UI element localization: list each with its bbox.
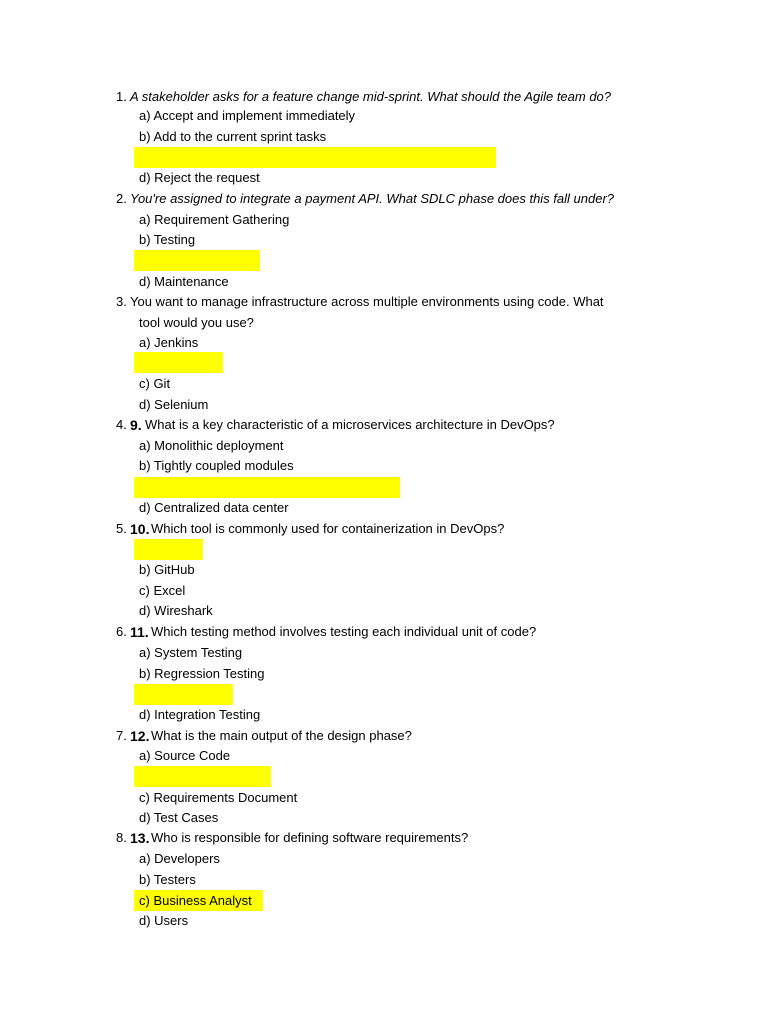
question-6-original-number: 11. [130,624,149,640]
question-2-option-d: d) Maintenance [139,274,229,289]
question-4-option-d: d) Centralized data center [139,500,289,515]
question-4-original-number: 9. [130,417,142,433]
question-8-option-a: a) Developers [139,851,220,866]
question-8-option-c-highlighted: c) Business Analyst [134,890,263,911]
question-1-answer-highlight [134,147,496,168]
question-8-option-d: d) Users [139,913,189,928]
question-4-number: 4. [116,417,127,432]
question-1-number: 1. [116,89,127,104]
question-6-option-a: a) System Testing [139,645,243,660]
question-4-text: What is a key characteristic of a microservices architecture in DevOps? [145,417,555,432]
question-7-number: 7. [116,728,127,743]
question-1-option-b: b) Add to the current sprint tasks [139,129,327,144]
question-6-text: Which testing method involves testing each individual unit of code? [151,624,537,639]
question-2-text: You're assigned to integrate a payment API. What SDLC phase does this fall under? [130,191,615,206]
question-6-answer-highlight [134,684,233,705]
question-5-option-c: c) Excel [139,583,186,598]
question-7-option-a: a) Source Code [139,748,231,763]
question-8-option-b: b) Testers [139,872,196,887]
question-7-option-c: c) Requirements Document [139,790,298,805]
question-4-option-b: b) Tightly coupled modules [139,458,294,473]
question-3-text-continued: tool would you use? [139,315,254,330]
question-3-text: You want to manage infrastructure across multiple environments using code. What [130,294,604,309]
question-7-answer-highlight [134,766,271,787]
question-3-option-c: c) Git [139,376,171,391]
question-5-number: 5. [116,521,127,536]
question-5-option-b: b) GitHub [139,562,195,577]
question-2-option-a: a) Requirement Gathering [139,212,290,227]
question-3-answer-highlight [134,352,223,373]
question-8-original-number: 13. [130,830,150,846]
question-3-option-a: a) Jenkins [139,335,199,350]
question-8-number: 8. [116,830,127,845]
question-2-number: 2. [116,191,127,206]
question-6-option-d: d) Integration Testing [139,707,261,722]
question-5-text: Which tool is commonly used for containerization in DevOps? [151,521,505,536]
question-3-number: 3. [116,294,127,309]
question-6-number: 6. [116,624,127,639]
question-5-original-number: 10. [130,521,150,537]
question-3-option-d: d) Selenium [139,397,209,412]
question-4-answer-highlight [134,477,400,498]
question-8-text: Who is responsible for defining software requirements? [151,830,469,845]
question-2-answer-highlight [134,250,260,271]
question-7-text: What is the main output of the design phase? [151,728,412,743]
question-7-original-number: 12. [130,728,150,744]
question-1-option-d: d) Reject the request [139,170,260,185]
question-6-option-b: b) Regression Testing [139,666,265,681]
question-5-answer-highlight [134,539,203,560]
question-5-option-d: d) Wireshark [139,603,213,618]
question-1-text: A stakeholder asks for a feature change mid-sprint. What should the Agile team do? [130,89,612,104]
question-7-option-d: d) Test Cases [139,810,219,825]
question-4-option-a: a) Monolithic deployment [139,438,284,453]
question-1-option-a: a) Accept and implement immediately [139,108,356,123]
question-2-option-b: b) Testing [139,232,196,247]
